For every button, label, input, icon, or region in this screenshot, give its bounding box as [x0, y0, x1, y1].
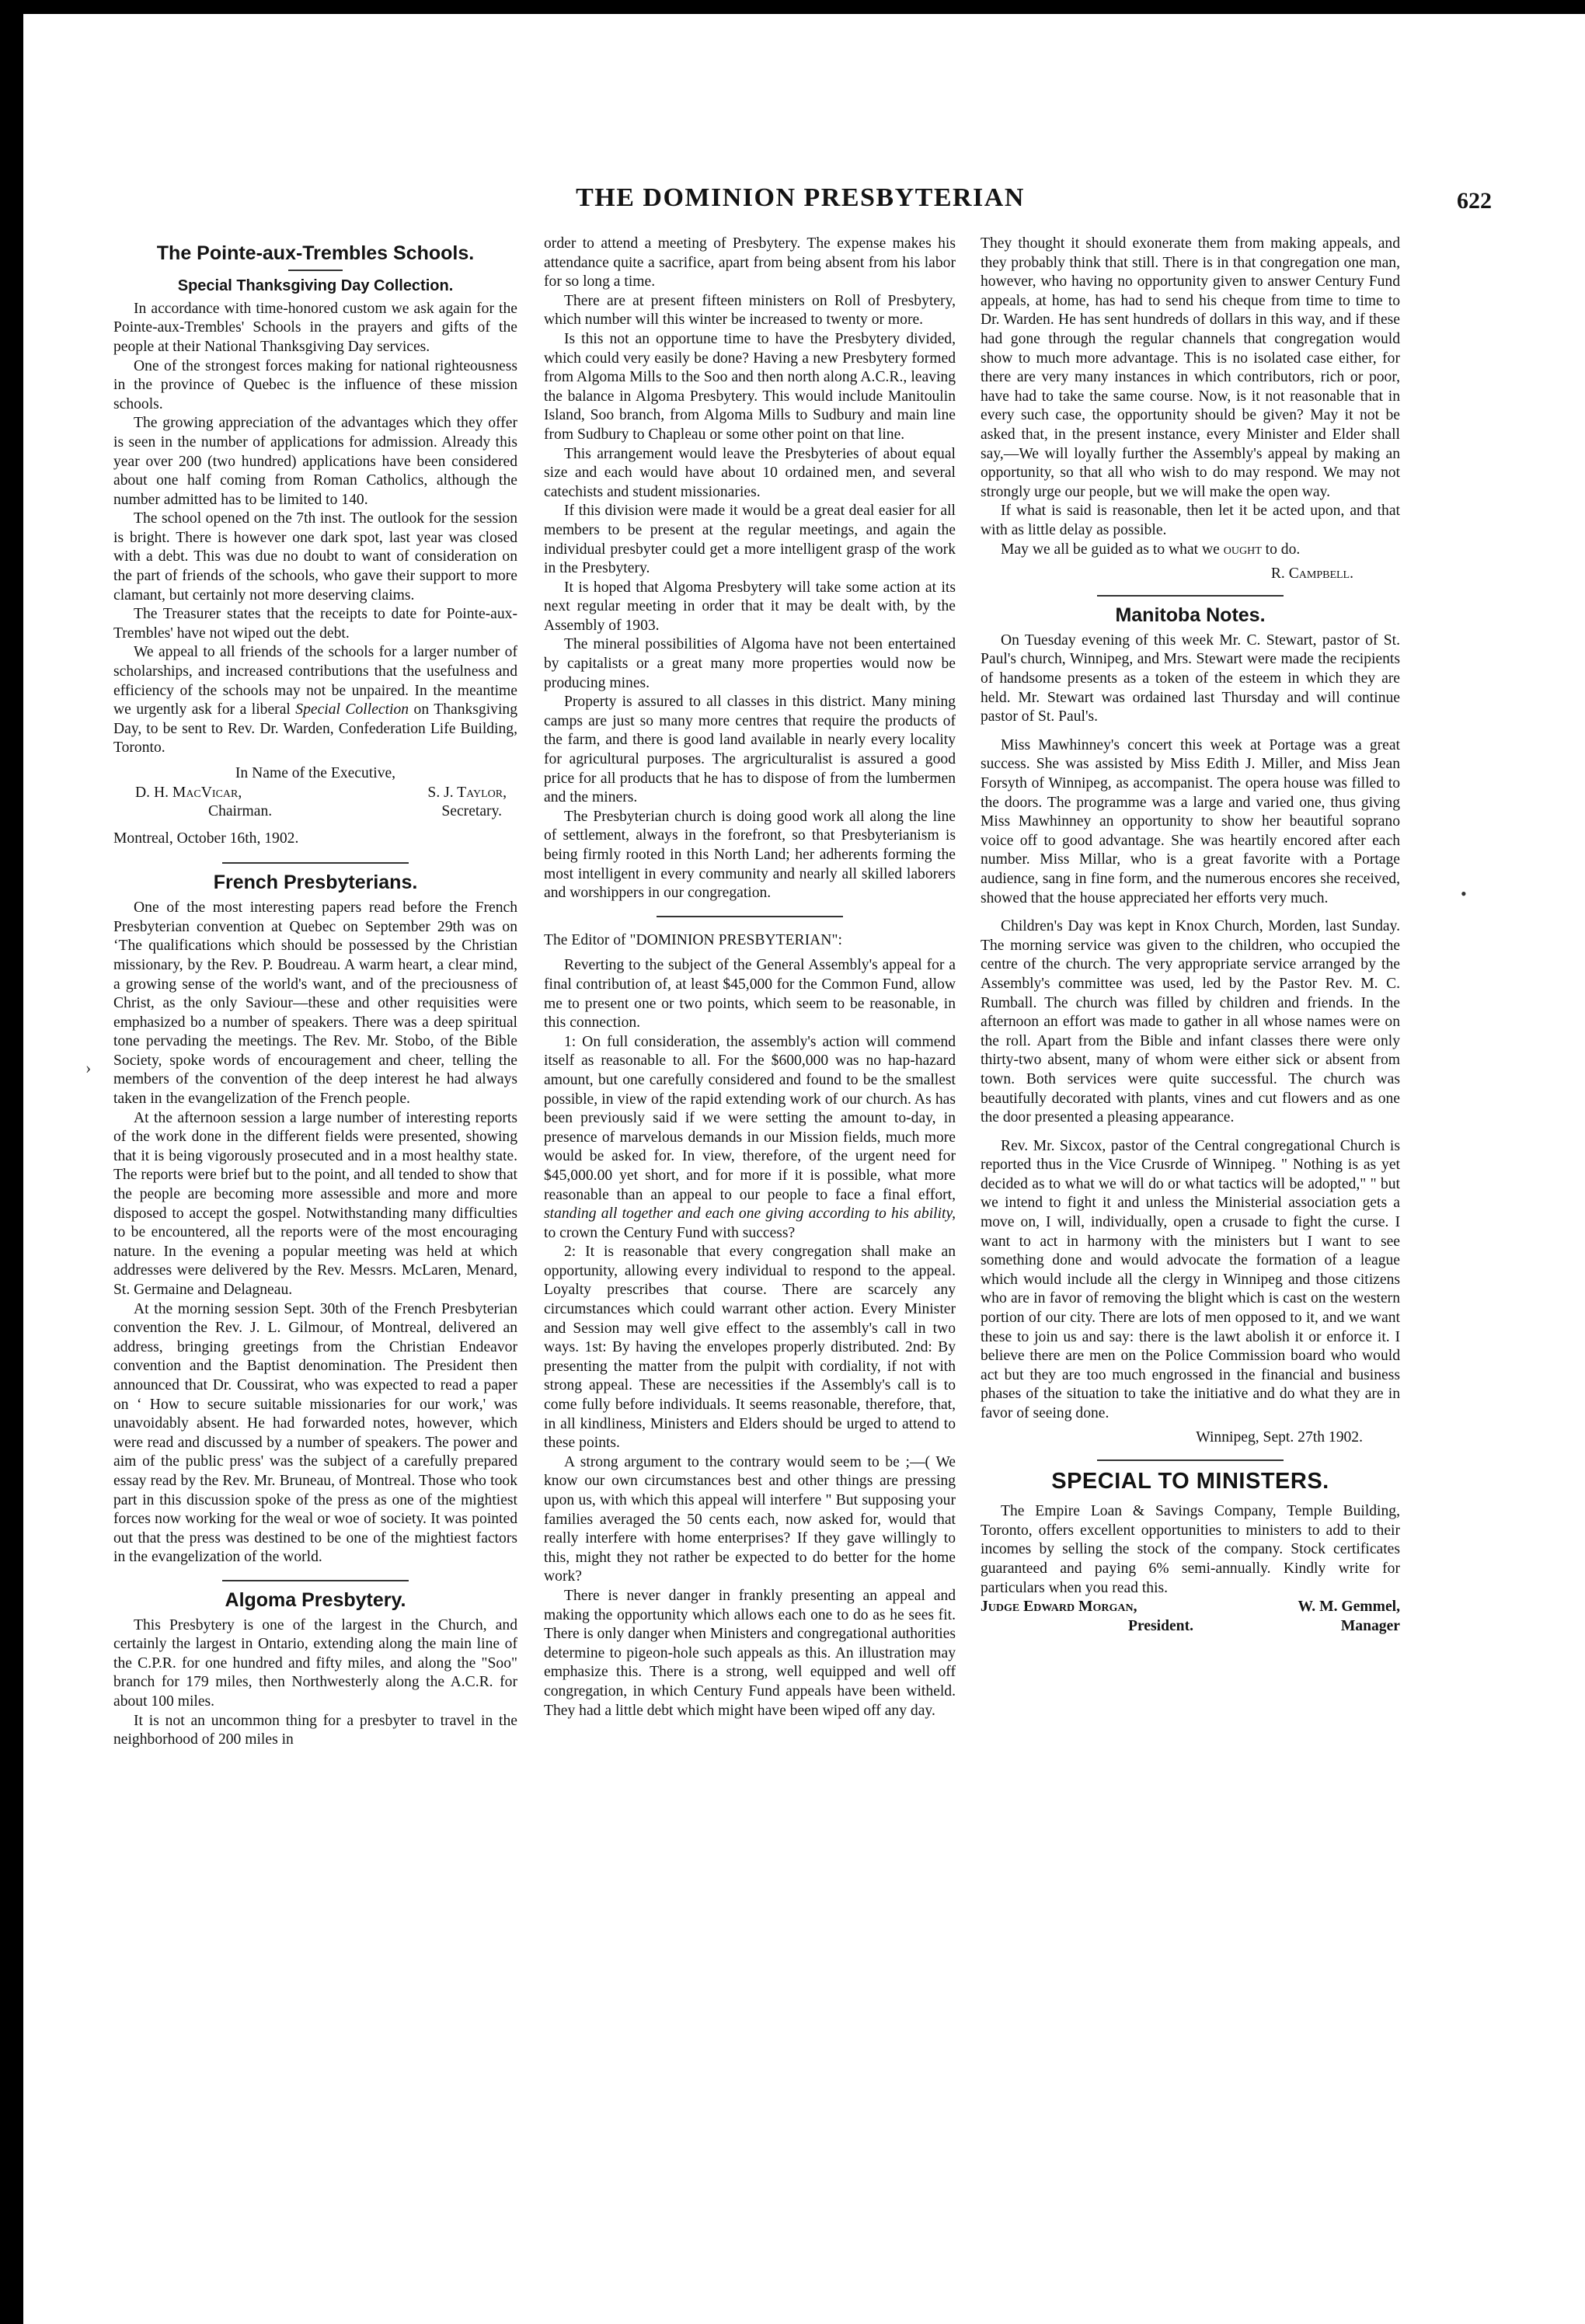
heading-french-presbyterians: French Presbyterians. [213, 872, 418, 894]
italic-run: Special Collection [295, 701, 409, 718]
paragraph: The school opened on the 7th inst. The outlook for the session is bright. There is however one dark spot, last year was closed with a debt. This was due no doubt to want of consideration on the part of friends of the schools, who gave their support to more clamant, but certainly not more deserving claims. [113, 510, 517, 604]
president-role: President. [1128, 1617, 1193, 1634]
paragraph: The Treasurer states that the receipts to date for Pointe-aux-Trembles' have not wiped out the debt. [113, 606, 517, 642]
column-3 [981, 235, 1400, 2270]
paragraph: The Empire Loan & Savings Company, Temple Building, Toronto, offers excellent opportunities to ministers to add to their incomes by selling the stock of the company. Stock certificates guaranteed and paying 6% semi-annually. Kindly write for particulars when you read this. [981, 1503, 1400, 1596]
heading-pointe-aux-trembles: The Pointe-aux-Trembles Schools. [156, 242, 475, 264]
italic-run: standing all together and each one giving according to his ability, [544, 1205, 956, 1223]
paragraph: In accordance with time-honored custom we ask again for the Pointe-aux-Trembles' Schools in the prayers and gifts of the people at their National Thanksgiving Day services. [113, 300, 517, 355]
divider [1097, 1459, 1284, 1461]
heading-algoma-presbytery: Algoma Presbytery. [225, 1588, 406, 1611]
paragraph: There are at present fifteen ministers on Roll of Presbytery, which number will this winter be increased to twenty or more. [544, 292, 956, 329]
paragraph: The Presbyterian church is doing good work all along the line of settlement, always in the forefront, so that Presbyterianism is being firmly rooted in this North Land; her adherents forming the most intelligent in every community and nearly all skilled laborers and worshippers in our congregation. [544, 808, 956, 902]
paragraph: The growing appreciation of the advantages which they offer is seen in the number of applications for admission. Already this year over 200 (two hundred) applications have been considered about one half coming from Roman Catholics, although the number admitted has to be limited to 140. [113, 415, 517, 508]
paragraph [981, 541, 1400, 560]
paragraph [113, 643, 517, 758]
divider [222, 862, 409, 864]
margin-mark: › [85, 1058, 92, 1077]
column-1 [113, 235, 517, 2270]
manager-name: W. M. Gemmel, [1298, 1599, 1400, 1616]
text-run: to crown the Century Fund with success? [544, 1224, 796, 1241]
text-run: May we all be guided as to what we [1001, 541, 1224, 558]
chairman-role: Chairman. [208, 803, 273, 820]
text-run: We appeal to all friends of the schools for a larger number of scholarships, and increased contributions that the usefulness and efficiency of the schools may not be unpaired. In the meantime we urgently ask for a liberal [113, 644, 517, 718]
paragraph: Children's Day was kept in Knox Church, Morden, last Sunday. The morning service was given to the children, who occupied the centre of the church. The very appropriate service arranged by the Assembly's committee was used, led by the Pastor Rev. M. C. Rumball. The church was filled by children and friends. In the afternoon an effort was made to gather in all whose names were on the roll. Apart from the Bible and infant classes there were only thirty-two absent, many of whom were either sick or absent from town. Both services were quite successful. The church was beautifully decorated with plants, vines and cut flowers and as one the door presented a pleasing appearance. [981, 918, 1400, 1126]
paragraph: Reverting to the subject of the General Assembly's appeal for a final contribution of, at least $45,000 for the Common Fund, allow me to present one or two points, which seem to be reasonable, in this connection. [544, 957, 956, 1032]
paragraph: One of the most interesting papers read before the French Presbyterian convention at Quebec on September 29th was on ‘The qualifications which should be possessed by the Christian missionary, by the Rev. P. Boudreau. A warm heart, a clear mind, a growing sense of the world's want, and of the preciousness of Christ, as the only Saviour—these and other requisities were emphasized bo a number of speakers. There was a deep spiritual tone pervading the meetings. The Rev. Mr. Stobo, of the Bible Society, spoke words of encouragement and cheer, telling the members of the convention of the deep interest he had always taken in the evangelization of the French people. [113, 899, 517, 1108]
secretary-role: Secretary. [441, 803, 502, 820]
paragraph: This arrangement would leave the Presbyteries of about equal size and each would have about 10 ordained men, and several catechists and student missionaries. [544, 445, 956, 500]
subheading-thanksgiving: Special Thanksgiving Day Collection. [177, 277, 454, 294]
paragraph [544, 1033, 956, 1244]
letter-signature: R. Campbell. [1270, 565, 1353, 583]
paragraph: Is this not an opportune time to have the Presbytery divided, which could very easily be done? Having a new Presbytery formed from Algoma Mills to the Soo and then north along A.C.R., leaving the balance in Algoma Presbytery. This would include Manitoulin Island, Soo branch, from Algoma Mills to Sudbury and main line from Sudbury to Chapleau or some other point on that line. [544, 330, 956, 443]
scan-top-edge [0, 0, 1585, 14]
masthead: THE DOMINION PRESBYTERIAN [576, 183, 1025, 212]
signature-names [113, 784, 517, 803]
heading-special-to-ministers: SPECIAL TO MINISTERS. [1051, 1469, 1329, 1494]
paragraph: One of the strongest forces making for national righteousness in the province of Quebec is the influence of these mission schools. [113, 357, 517, 412]
paragraph: 2: It is reasonable that every congregation shall make an opportunity, allowing every individual to respond to the appeal. Loyalty prescribes that course. There are scarcely any circumstances which could warrant other action. Every Minister and Session may well give effect to the assembly's call in two ways. 1st: By having the envelopes properly distributed. 2nd: By presenting the matter from the pulpit with cordiality, if not with strong appeal. These are necessities if the Assembly's call is to come fully before individuals. It seems reasonable, therefore, that, in all kindliness, Ministers and Elders should be urged to attend to these points. [544, 1244, 956, 1452]
paragraph: order to attend a meeting of Presbytery. The expense makes his attendance quite a sacrifice, apart from being absent from his labor for so long a time. [544, 235, 956, 290]
dateline: Montreal, October 16th, 1902. [113, 830, 299, 847]
dateline: Winnipeg, Sept. 27th 1902. [1196, 1428, 1363, 1446]
paragraph: At the afternoon session a large number of interesting reports of the work done in the different fields were presented, showing that it is being vigorously prosecuted and in a most healthy state. The reports were brief but to the point, and all tended to show that the people are becoming more assessible and more and more disposed to accept the gospel. Notwithstanding many difficulties to be encountered, all the reports were of the most encouraging nature. In the evening a popular meeting was held at which addresses were delivered by the Rev. Messrs. McLaren, Menard, St. Germaine and Delagneau. [113, 1109, 517, 1298]
page-number: 622 [1457, 188, 1492, 214]
paragraph: It is hoped that Algoma Presbytery will take some action at its next regular meeting in order that it may be dealt with, by the Assembly of 1903. [544, 579, 956, 634]
president-name: Judge Edward Morgan, [981, 1599, 1137, 1616]
ad-signature-roles [981, 1617, 1400, 1637]
paragraph: They thought it should exonerate them from making appeals, and they probably think that still. There is in that congregation one man, however, who having no opportunity given to answer Century Fund appeals, at home, has had to send his cheque from time to time to Dr. Warden. He has sent hundreds of dollars in this way, and if these had gone through the regular channels that congregation would show to much more advantage. This is no isolated case either, for there are very many instances in which contributors, rich or poor, have had to take the same course. Now, is it not reasonable that in every such case, the opportunity should be given? May it not be asked that, in the present instance, every Minister and Elder shall say,—We will loyally further the Assembly's appeal by making an opportunity, so that all who wish to do may respond. We may not strongly urge our people, but we will make the open way. [981, 235, 1400, 500]
page-header [109, 180, 1492, 227]
chairman-name: D. H. MacVicar, [135, 784, 242, 801]
divider [657, 916, 843, 917]
paragraph: The mineral possibilities of Algoma have not been entertained by capitalists or a great many more properties would now be producing mines. [544, 636, 956, 691]
divider [1097, 595, 1284, 597]
text-run: on Thanksgiving Day, to be sent to Rev. Dr. Warden, Confederation Life Building, Toronto. [113, 701, 517, 757]
paragraph: Rev. Mr. Sixcox, pastor of the Central congregational Church is reported thus in the Vice Crusrde of Winnipeg. " Nothing is as yet decided as to what we will do or what tactics will be adopted," " but we intend to fight it and unless the Ministerial association gets a move on, I will, individually, open a crusade to fight the curse. I want to act in harmony with the ministers but I want to see something done and would advocate the formation of a league which would include all the clergy in Winnipeg and those citizens who are in favor of removing the blight which is cast on the western portion of our city. There are lots of men opposed to it, and we want these to join us and say: there is the lawt abolish it or enforce it. I believe there are men on the Police Commission board who would act but they are too much engrossed in the financial and business phases of the situation to take the initiative and do what they are in favor of seeing done. [981, 1137, 1400, 1421]
divider [288, 270, 343, 271]
manager-role: Manager [1340, 1617, 1400, 1634]
paragraph: There is never danger in frankly presenting an appeal and making the opportunity which allows each one to do as he sees fit. There is only danger when Ministers and congregational authorities determine to pigeon-hole such appeals as this. An illustration may emphasize this. There is a strong, well equipped and well off congregation, in which Century Fund appeals have been witheld. They had a little debt which might have been wiped off any day. [544, 1587, 956, 1719]
signature-title: In Name of the Executive, [235, 765, 396, 781]
paragraph: Property is assured to all classes in this district. Many mining camps are just so many more centres that require the products of the farm, and there is good land available in nearly every locality for agricultural purposes. The argriculturalist is assured a good price for all products that he has to dispose of from the lumbermen and the miners. [544, 694, 956, 806]
paragraph: On Tuesday evening of this week Mr. C. Stewart, pastor of St. Paul's church, Winnipeg, and Mrs. Stewart were made the recipients of handsome presents as a token of the esteem in which they are held. Mr. Stewart was ordained last Thursday and will continue pastor of St. Paul's. [981, 631, 1400, 725]
heading-manitoba-notes: Manitoba Notes. [1115, 604, 1266, 627]
text-run: 1: On full consideration, the assembly's action will commend itself as reasonable to all. For the $600,000 was no hap-hazard amount, but one carefully considered and found to be the smallest possible, in view of the rapid extending work of our church. As has been previously said if we were setting the amount to-day, in presence of marvelous demands in our Mission fields, much more would be asked for. In view, therefore, of the urgent need for $45,000.00 yet short, and for more if it is possible, what more reasonable than an appeal to our people to face a final effort, [544, 1033, 956, 1203]
small-caps-run: ought [1223, 541, 1262, 558]
paragraph: It is not an uncommon thing for a presbyter to travel in the neighborhood of 200 miles in [113, 1712, 517, 1748]
secretary-name: S. J. Taylor, [427, 784, 507, 801]
column-2 [544, 235, 956, 2192]
divider [222, 1580, 409, 1581]
paragraph: This Presbytery is one of the largest in the Church, and certainly the largest in Ontario, extending along the main line of the C.P.R. for one hundred and fifty miles, and along the "Soo" branch for 179 miles, then Northwesterly along the A.C.R. for about 100 miles. [113, 1616, 517, 1710]
text-run: to do. [1261, 541, 1301, 558]
signature-roles [113, 802, 517, 822]
margin-mark: • [1461, 884, 1467, 903]
scan-left-edge [0, 0, 23, 2324]
paragraph: If what is said is reasonable, then let it be acted upon, and that with as little delay as possible. [981, 503, 1400, 538]
paragraph: If this division were made it would be a great deal easier for all members to be present at the regular meetings, and again the individual presbyter could get a more intelligent grasp of the work in the Presbytery. [544, 503, 956, 577]
paragraph: Miss Mawhinney's concert this week at Portage was a great success. She was assisted by Miss Edith J. Miller, and Miss Jean Forsyth of Winnipeg, as accompanist. The opera house was filled to the doors. The programme was a large and varied one, thus giving Miss Mawhinney an opportunity to show her beautiful soprano voice off to good advantage. She was heartily encored after each number. Miss Millar, who is a great favorite with a Portage audience, sang in fine form, and the numerous encores she received, showed that the house appreciated her efforts very much. [981, 736, 1400, 906]
letter-salutation: The Editor of "DOMINION PRESBYTERIAN": [544, 931, 842, 948]
paragraph: A strong argument to the contrary would seem to be ;—( We know our own circumstances best and other things are pressing upon us, with which this appeal will interfere " But supposing your families averaged the 50 cents each, now asked for, would that really interfere with home enterprises? If they gave willingly to this, might they not rather be expected to do better for the home work? [544, 1453, 956, 1585]
paragraph: At the morning session Sept. 30th of the French Presbyterian convention the Rev. J. L. Gilmour, of Montreal, delivered an address, bringing greetings from the Christian Endeavor convention and the Baptist denomination. The President then announced that Dr. Coussirat, who was expected to read a paper on ‘ How to secure suitable missionaries for our work,' was unavoidably absent. He had forwarded notes, however, which were read and discussed by a number of speakers. The power and aim of the public press' was the subject of a carefully prepared essay read by the Rev. Mr. Bruneau, of Montreal. Those who took part in this discussion spoke of the press as one of the mightiest forces now working for the weal or woe of society. It was pointed out that the press was destined to be one of the mightiest factors in the evangelization of the world. [113, 1300, 517, 1566]
ad-signature-names [981, 1598, 1400, 1617]
